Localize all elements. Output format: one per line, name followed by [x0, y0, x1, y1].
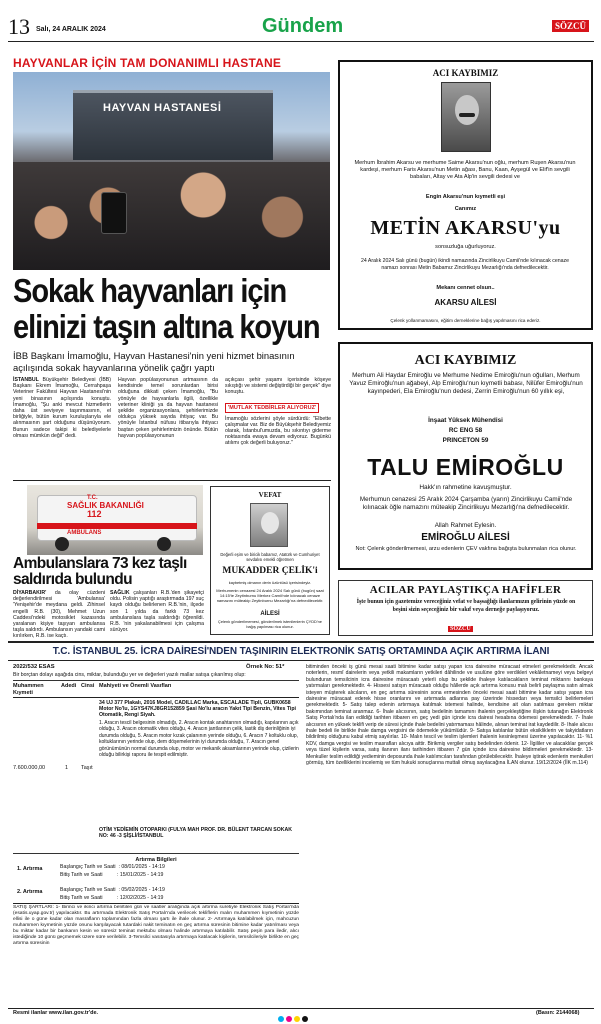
obit3-family: AİLESİ [260, 611, 280, 617]
cell-location: OTİM YEDİEMİN OTOPARKI (FULYA MAH PROF. DR. BÜLENT TARCAN SOKAK NO: 46 -3 ŞİŞLİ/İSTANBUL [99, 827, 292, 840]
ambulance-col-right [110, 590, 204, 633]
header-date: Salı, 24 ARALIK 2024 [36, 26, 106, 33]
obit2-school2: PRINCETON 59 [442, 437, 489, 444]
cell-qty: 1 [65, 765, 69, 771]
announcement-title: ACILAR PAYLAŞTIKÇA HAFİFLER [369, 584, 562, 596]
ambulance-text-3: 112 [87, 509, 102, 519]
th-value: Muhammen Kıymeti [13, 683, 44, 696]
footer-right: (Basın: 2144068) [536, 1010, 580, 1016]
main-subhead: İBB Başkanı İmamoğlu, Hayvan Hastanesi'nin yeni hizmet binasının açılışında sokak hayvanlarına yönelik çağrı yaptı [13, 350, 295, 373]
obit2-profession: İnşaat Yüksek Mühendisi [428, 417, 503, 424]
auction2-label: 2. Artırma [17, 889, 43, 895]
auction-rule [13, 903, 299, 904]
brand-logo: SÖZCÜ [552, 20, 589, 32]
ambulance-wheel [55, 537, 69, 551]
auction1-label: 1. Artırma [17, 866, 43, 872]
th-kind: Cinsi [81, 683, 95, 689]
hospital-photo [13, 72, 330, 270]
obit1-text: Merhum İbrahim Akarsu ve merhume Saime Akarsu'nun oğlu, merhum Ruşen Akarsu'nun kardeşi, merhum Faris Akarsu'nun Metin ağası, Banu, Kaan, Ayşegül ve Elif'in sevgili babaları, Altay ve Ata Alp'in sevgili dedesi ve [354, 160, 576, 180]
legal-table [13, 680, 299, 854]
auction1-end: Bitiş Tarih ve Saati : 15/01/2025 - 14:19 [60, 872, 164, 878]
amb-left-lead: DİYARBAKIR' [13, 590, 47, 596]
obit1-name: METİN AKARSU'yu [370, 217, 561, 239]
obit2-school1: RC ENG 58 [448, 427, 483, 434]
legal-title-rule [8, 660, 594, 661]
cell-kind: Taşıt [81, 765, 93, 771]
amb-left-text: da olay cüzdeni değerlendirilmesi 'Ambulansa' 'Yenişehir'de meydana geldi. Zihinsel engelli R.B. (30), Mehmet Uzun Caddesi'ndeki motosiklet kazasında yaralanan kişiye taşıyan ambulansa taşla saldırdı. Ambulansın yandaki cami kırılırken, R.B. ise kaçtı. [13, 590, 105, 640]
obit3-text: Değerli eşim ve biricik babamız, Atatürk ve Cumhuriyet sevdalısı emekli öğretmen [220, 552, 320, 562]
ambulance-headline: Ambulanslara 73 kez taşlı saldırıda bulundu [13, 555, 187, 588]
obit3-loss: kaybetmiş olmanın derin üzüntüsü içerisindeyiz. [228, 580, 312, 585]
black-dot-icon [302, 1016, 308, 1022]
auction1-start: Başlangıç Tarih ve Saati : 08/01/2025 - 14:19 [60, 864, 165, 870]
ambulance-text-1: T.C. [87, 495, 98, 501]
legal-file-no: 2022/532 ESAS [13, 664, 55, 670]
main-headline-line1: Sokak hayvanları için [13, 272, 287, 309]
magenta-dot-icon [286, 1016, 292, 1022]
col1-lead: İSTANBUL [13, 377, 39, 383]
portrait-mustache [459, 113, 475, 117]
obit3-funeral: Merhumenin cenazesi 24 Aralık 2024 Salı günü (bugün) saat 14:15'te Zeytinburnu Merkez Camii'nde kılınacak cenaze namazını müteakip Zeytinburnu Mezarlığı'na defnedilecektir. [216, 588, 324, 603]
legal-title: T.C. İSTANBUL 25. İCRA DAİRESİ'NDEN TAŞINIRIN ELEKTRONİK SATIŞ ORTAMINDA AÇIK ARTIRMA İLANI [52, 646, 550, 657]
obit1-family: AKARSU AİLESİ [434, 298, 497, 307]
thead-rule [13, 697, 299, 698]
obit3-name: MUKADDER ÇELİK'i [222, 566, 318, 576]
col3-tag: 'MUTLAK TEDBİRLER ALIYORUZ' [225, 403, 319, 413]
col1-text: Büyükşehir Belediyesi (İBB) Başkanı Ekrem İmamoğlu, Cerrahpaşa Veteriner Fakültesi Hayvan Hastanesi'nin yeni binasının açılışında konuştu. İmamoğlu, "Şu anki mevcut hizmetlerin daha üst seviyeye taşınmasının, el birliğiyle, bütün kurum kuruluşlarıyla ele alınmasının şart olduğunu düşünüyorum. Bunun sadece takipi ki belediyelerle olması mümkün değil" dedi. [13, 377, 111, 439]
story-divider [13, 480, 331, 481]
legal-top-rule [8, 641, 594, 643]
obit2-funeral: Merhumun cenazesi 25 Aralık 2024 Çarşamba (yarın) Zincirlikuyu Camii'nde kılınacak öğle namazını müteakip Zincirlikuyu Mezarlığı'na defnedilecektir. [359, 496, 573, 511]
building-sign: HAYVAN HASTANESİ [103, 102, 222, 114]
page-number: 13 [8, 14, 30, 39]
obit2-loss: Hakk'ın rahmetine kavuşmuştur. [419, 484, 512, 491]
auction2-end: Bitiş Tarih ve Saati : 12/02/2025 - 14:19 [60, 895, 164, 901]
building [73, 90, 273, 160]
auction2-start: Başlangıç Tarih ve Saati : 05/02/2025 - 14:19 [60, 887, 165, 893]
amb-right-text: çalışanları R.B.'den şikayetçi oldu. Polisin yaptığı araştırmada 197 suç kaydı olduğu belirlenen R.B.'nin, ilçede son 1 yılda da farklı 73 kez ambulanslara taşla saldırdığı öğrenildi. R.B. 'nin yakalanabilmesi için çalışma sürüyor. [110, 590, 204, 634]
obit2-name: TALU EMİROĞLU [367, 454, 564, 480]
col3-text-b: İmamoğlu sözlerini şöyle sürdürdü: "Elbette çalışmalar var. Biz de Büyükşehir Belediyemiz olarak, İstanbul'umuzda, bu sıkıntıyı giderme noktasında ewaya devam ediyoruz. Bugünkü atılımı çok değerli buluyoruz." [225, 415, 331, 447]
legal-right-body: bitiminden önceki iş günü mesai saati bitimine kadar satışı yapan icra dairesine müracaat etmeleri gerekmektedir. Ancak noterlerin, resmî dairelerin veya yetkili makamların yetkileri dâhilinde ve usulüne göre verdikleri vekâletnameyi veya belgeyi bulunduran temsilcinin icra dairesine müracaatı yeterli olup bu şekilde ihaleye katılacakların teminat miktarını bankaya yatırmaları gerekmektedir. 4- Hissesi satışın müracaatı olduğu hâllerde açık artırma konusu malı belirli paylaşma satın almak isteyen müşterek alıcıların, en geç artırma süresinin sona ermesinden önceki mesai saati bitimine kadar satışı yapan icra dairesine müracaat ederek hisse oranlarını ve artırmada adlarına pay üzerinde hissedarı veya temsilci belirlemeleri gerekmektedir. 5- Satış talep edenin artırmaya katılmak istemesi halinde, kendisine ait olan satılması gereken miktar bakımından teminat aranmaz. 6- İhale alıcısının, satış bedelinin tamamını ihalenin gerçekleştiğine ilişkin tutanağın Elektronik Satış Portalı'nda ilan edildiği tarihten itibaren en geç yedi gün içinde icra dairesi hesabına ödemesi gerekmektedir. 7- İhale alıcısının en yüksek teklifi verip de süresi içinde ihale bedelini yatırmaması hâlinde, alınan teminat irat kaydedilir. 8- Ihale alıcısı ihale bedeli ile birlikte ihale damga vergisini de ödemekle yükümlüdür. 9- Satışa katılanlar bütün eksikliklerin ve takyidatların bildirilmiş olduğunu kabul etmiş sayılırlar. 10- Malın tescil ve teslim işlemleri ihalenin kesinleşmesi üzerine yapılacaktır. 11- %1 KDV, damga vergisi ve teslim masrafları alıcıya aittir. Birikmiş vergiler satış bedelinden ödenir. 12- İlgililer ve alacaklılar gerçek veya tüzel kişilerin varsa, satış ilanının ilanı tarihinden itibaren 7 gün içinde icra dairesine bildirmeleri gerekmektedir. 13- Menkuller teslim edildiği yedieminin deposunda ihale katılımcıları tarafından görülebilecektir. İhaleye iştirak edenlerin menkulleri görmüş, tüm özelliklerini incelemiş ve tüm hukuki sonuçlarına muttali olmuş sayılacağına İLAN olunur. 19/12/2024 (İİK m.114) [306, 664, 593, 767]
obit2-family: EMİROĞLU AİLESİ [421, 532, 510, 543]
col2-text: Hayvan popülasyonunun artmasının da kendisinde temel sorunlardan birisi olduğuna dikkati çeken İmamoğlu, "Bu yönüyle de hayvanlarla ilgili, özellikle veteriner kliniği ya da hayvan hastanesi şekilde organizasyonlara, şehirlerimizde oldukça yüksek sayıda ihtiyaç var. Bu yönüyle İstanbul nüfusu itibarıyla ihtiyacı baştan çeken şehirlerimizin önünde. Bütün hayvan popülasyonunun [118, 377, 218, 439]
legal-left-body: SATIŞ ŞARTLARI: 1- Birinci ve ikinci artırma belirtilen gün ve saatler aralığında açık artırma suretiyle Elektronik Satış Portalı'nda (esatis.uyap.gov.tr) yapılacaktır. Bu artırmada Elektronik Satış Portalı'nda verilecek tekliflerin malın muhammen kıymetinin yüzde ellisi ile o güne kadar olan masrafların toplamından fazla olması şartı ile ihale olunur. 2- Artırmaya katılabilmek için, mahcuzun muhammen kıymetinin yüzde onunu karşılayacak tutardaki nakit teminatın en geç artırma süresinin bitimine kadar yatırılması veya bu miktar kadar bir bankanın kesin ve süresiz teminat mektubu olması halinde artırmaya katılabilir. Satış peşin para iledir, alıcı istediğinde 10 günü geçmemek üzere süre verilebilir. 3-Temsilci vasıtasıyla artırmaya katılacak kişilerin, temsilcileriyle birlikte en geç artırma süresinin [13, 905, 299, 946]
main-headline-line2: elinizi taşın altına koyun [13, 308, 320, 345]
obit1-funeral: 24 Aralık 2024 Salı günü (bugün) ikindi namazında Zincirlikuyu Camii'nde kılınacak cenaze namazı sonrası Metin Babamız Zincirlikuyu Mezarlığı'nda defnedilecektir. [360, 258, 570, 271]
ambulance-photo [27, 485, 203, 555]
obit1-note: Çelenk yollanmamasını, eğitim derneklerine bağış yapılmasını rica ederiz. [390, 318, 541, 323]
cmyk-marks [278, 1016, 308, 1022]
ambulance-text-4: AMBULANS [67, 530, 102, 536]
obit3-portrait [250, 503, 288, 547]
ambulance-text-2: SAĞLIK BAKANLIĞI [67, 501, 144, 510]
amb-right-lead: SAĞLIK [110, 590, 130, 596]
auction-title: Artırma Bilgileri [135, 857, 177, 863]
cell-desc-head: 34 UJ 377 Plakalı, 2016 Model, CADILLAC Marka, ESCALADE Tipli, GUBK0658 Motor No'lu, 1GYS47KJ8GR152859 Şasi No'lu aracın Yakıt Tipi Benzin, Vites Tipi Otomatik, Rengi Siyah. [99, 700, 296, 719]
obit3-title: VEFAT [258, 491, 282, 499]
cyan-dot-icon [278, 1016, 284, 1022]
yellow-dot-icon [294, 1016, 300, 1022]
header-rule [8, 41, 594, 42]
ambulance-stripe [37, 523, 197, 529]
obit2-note: Not: Çelenk gönderilmemesi, arzu edenlerin ÇEV vakfına bağışta bulunmaları rica olunur. [355, 546, 577, 552]
th-desc: Mahiyeti ve Önemli Vasıfları [99, 683, 172, 689]
ambulance-wheel [157, 537, 171, 551]
story-kicker: HAYVANLAR İÇİN TAM DONANIMLI HASTANE [13, 56, 282, 70]
legal-bottom-rule [8, 1008, 594, 1009]
main-col-3 [225, 377, 331, 447]
announcement-text: İşte bunun için gazetemize vereceğiniz vefat ve başsağlığı ilanlarınızın gelirinin yüzde on beşini sizin seçeceğiniz bir vakıf veya derneğe paylaşıyoruz. [356, 599, 576, 613]
legal-intro: Bir borçtan dolayı aşağıda cins, miktar, bulunduğu yer ve değerleri yazılı mallar satışa çıkarılmış olup: [13, 672, 246, 678]
cell-desc-list: 1. Aracın tescil belgesinin olmadığı, 2. Aracın kontak anahtarının olmadığı, kapılarının açık olduğu, 3. Aracın otomatik vites olduğu, 4. Aracın jantlarının çelik, lastik diş derinliğinin iyi durumda olduğu, 5. Aracın motor kızak çalanının yerinde olduğu, 6. Aracın 7 koltuklu olup, koltuklarının yerinde olup, dem döşemelerinin iyi durumda olduğu, 7. Aracın genel görünümünün normal durumda olup, motor ve mekanik aksamlarının yerinde olup, çizilerin olduğu bilirkişi raporu ile tespit edilmiştir. [99, 720, 299, 759]
cell-value: 7.600.000,00 [13, 765, 46, 771]
portrait-head [261, 512, 279, 534]
obit2-text: Merhum Ali Haydar Emiroğlu ve Merhume Nedime Emiroğlu'nun oğulları, Merhum Yavuz Emiroğlu'nun ağabeyi, Alp Emiroğlu'nun kıymetli babası, Nilüfer Emiroğlu'nun kayınpederi, Ela Emiroğlu'nun dedesi, Zerrin Emiroğlu'nun 60 yıllık eşi, [349, 372, 583, 396]
obit2-title: ACI KAYBIMIZ [414, 353, 517, 368]
th-qty: Adedi [61, 683, 77, 689]
phone-in-photo [101, 192, 127, 234]
obit1-relation: Engin Akarsu'nun kıymetli eşi [425, 194, 506, 200]
obit2-prayer: Allah Rahmet Eylesin. [434, 522, 497, 529]
footer-left: Resmi ilanlar www.ilan.gov.tr'de. [13, 1010, 99, 1016]
obit1-title: ACI KAYBIMIZ [432, 68, 499, 78]
crowd [13, 162, 330, 270]
main-col-1 [13, 377, 111, 439]
obit1-relation2: Canımız [454, 206, 477, 212]
obit1-loss: sonsuzluğa uğurluyoruz. [435, 244, 496, 250]
main-col-2 [118, 377, 218, 439]
obit1-portrait [441, 82, 491, 152]
announcement-logo: SÖZCÜ [450, 626, 471, 632]
obit1-prayer: Mekanı cennet olsun.. [436, 285, 495, 291]
legal-form-no: Örnek No: 51* [246, 664, 285, 670]
portrait-head [455, 95, 479, 125]
obit3-note: Çelenk gönderilmemesi, gönderilmek istenilenlerin ÇYDD'ne bağış yapılması rica olunur. [218, 619, 322, 629]
col3-text-a: açıkçası şehir yaşamı içerisinde köşeye sıkıştığı ve sistemi değiştirdiği bir gerçek" diye konuştu. [225, 377, 331, 396]
section-title: Gündem [262, 15, 344, 37]
ambulance-col-left [13, 590, 105, 640]
